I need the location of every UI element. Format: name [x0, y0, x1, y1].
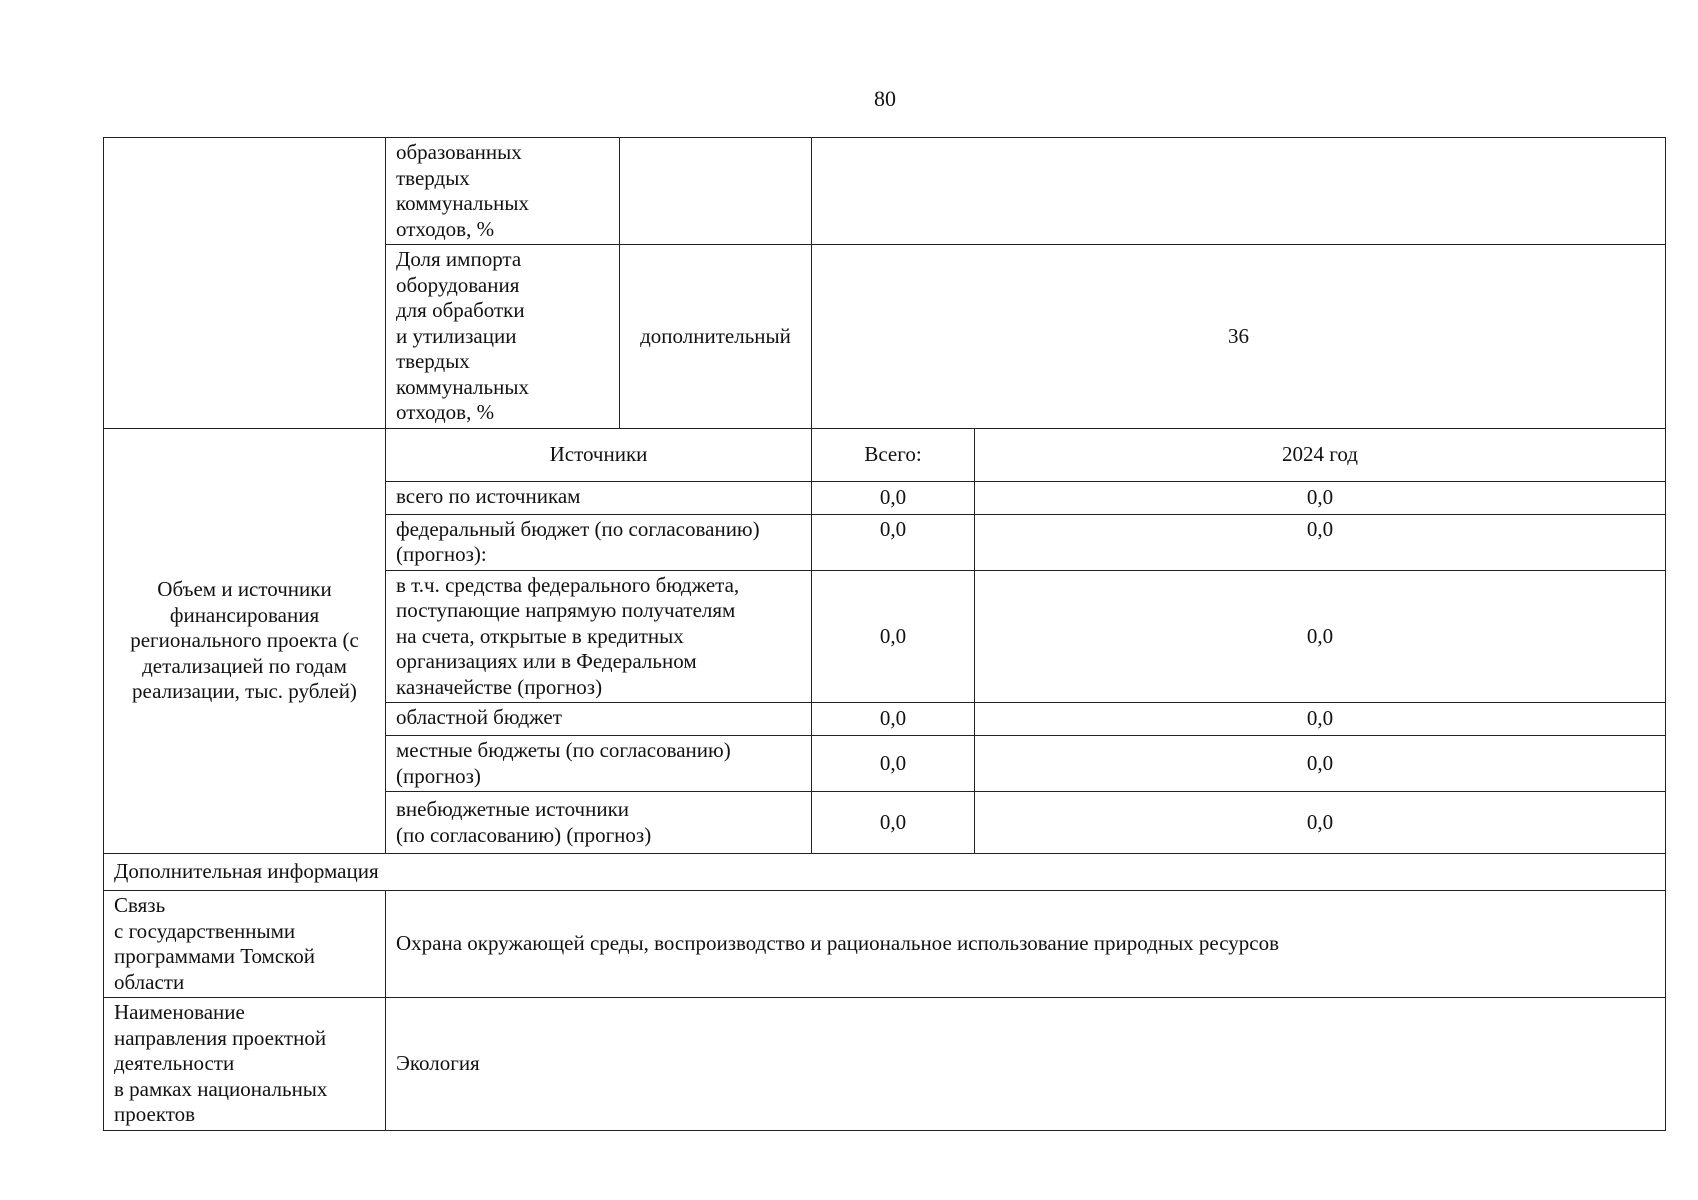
indicator-type: [620, 138, 812, 245]
financing-total: 0,0: [812, 792, 975, 854]
financing-source: всего по источникам: [386, 481, 812, 514]
indicator-value: 36: [812, 245, 1666, 429]
year-header: 2024 год: [975, 428, 1666, 481]
empty-label-cell: [104, 138, 386, 245]
financing-year-value: 0,0: [975, 703, 1666, 736]
financing-source: внебюджетные источники (по согласованию) (прогноз): [386, 792, 812, 854]
additional-info-row: [104, 854, 1666, 891]
empty-label-cell: [104, 245, 386, 429]
programs-label: Связь с государственными программами Томской области: [104, 891, 386, 998]
indicator-row: [104, 245, 1666, 429]
financing-total: 0,0: [812, 481, 975, 514]
financing-source: в т.ч. средства федерального бюджета, поступающие напрямую получателям на счета, открытые в кредитных организациях или в Федеральном казначействе (прогноз): [386, 570, 812, 703]
financing-year-value: 0,0: [975, 792, 1666, 854]
indicator-name: образованных твердых коммунальных отходов, %: [386, 138, 620, 245]
indicator-name: Доля импорта оборудования для обработки и утилизации твердых коммунальных отходов, %: [386, 245, 620, 429]
additional-info-title: Дополнительная информация: [104, 854, 1666, 891]
financing-year-value: 0,0: [975, 736, 1666, 792]
financing-year-value: 0,0: [975, 514, 1666, 570]
indicator-type: дополнительный: [620, 245, 812, 429]
financing-total: 0,0: [812, 570, 975, 703]
sources-header: Источники: [386, 428, 812, 481]
financing-total: 0,0: [812, 736, 975, 792]
financing-label: Объем и источники финансирования регионального проекта (с детализацией по годам реализации, тыс. рублей): [104, 428, 386, 854]
indicator-value: [812, 138, 1666, 245]
page-number: 80: [874, 86, 896, 111]
programs-value: Охрана окружающей среды, воспроизводство и рациональное использование природных ресурсов: [386, 891, 1666, 998]
direction-label: Наименование направления проектной деятельности в рамках национальных проектов: [104, 998, 386, 1131]
financing-source: местные бюджеты (по согласованию) (прогноз): [386, 736, 812, 792]
financing-header-row: [104, 428, 1666, 481]
financing-total: 0,0: [812, 703, 975, 736]
direction-value: Экология: [386, 998, 1666, 1131]
passport-table: [103, 137, 1666, 1131]
financing-year-value: 0,0: [975, 481, 1666, 514]
total-header: Всего:: [812, 428, 975, 481]
financing-source: федеральный бюджет (по согласованию) (прогноз):: [386, 514, 812, 570]
direction-row: [104, 998, 1666, 1131]
financing-total: 0,0: [812, 514, 975, 570]
financing-year-value: 0,0: [975, 570, 1666, 703]
programs-row: [104, 891, 1666, 998]
indicator-row: [104, 138, 1666, 245]
financing-source: областной бюджет: [386, 703, 812, 736]
